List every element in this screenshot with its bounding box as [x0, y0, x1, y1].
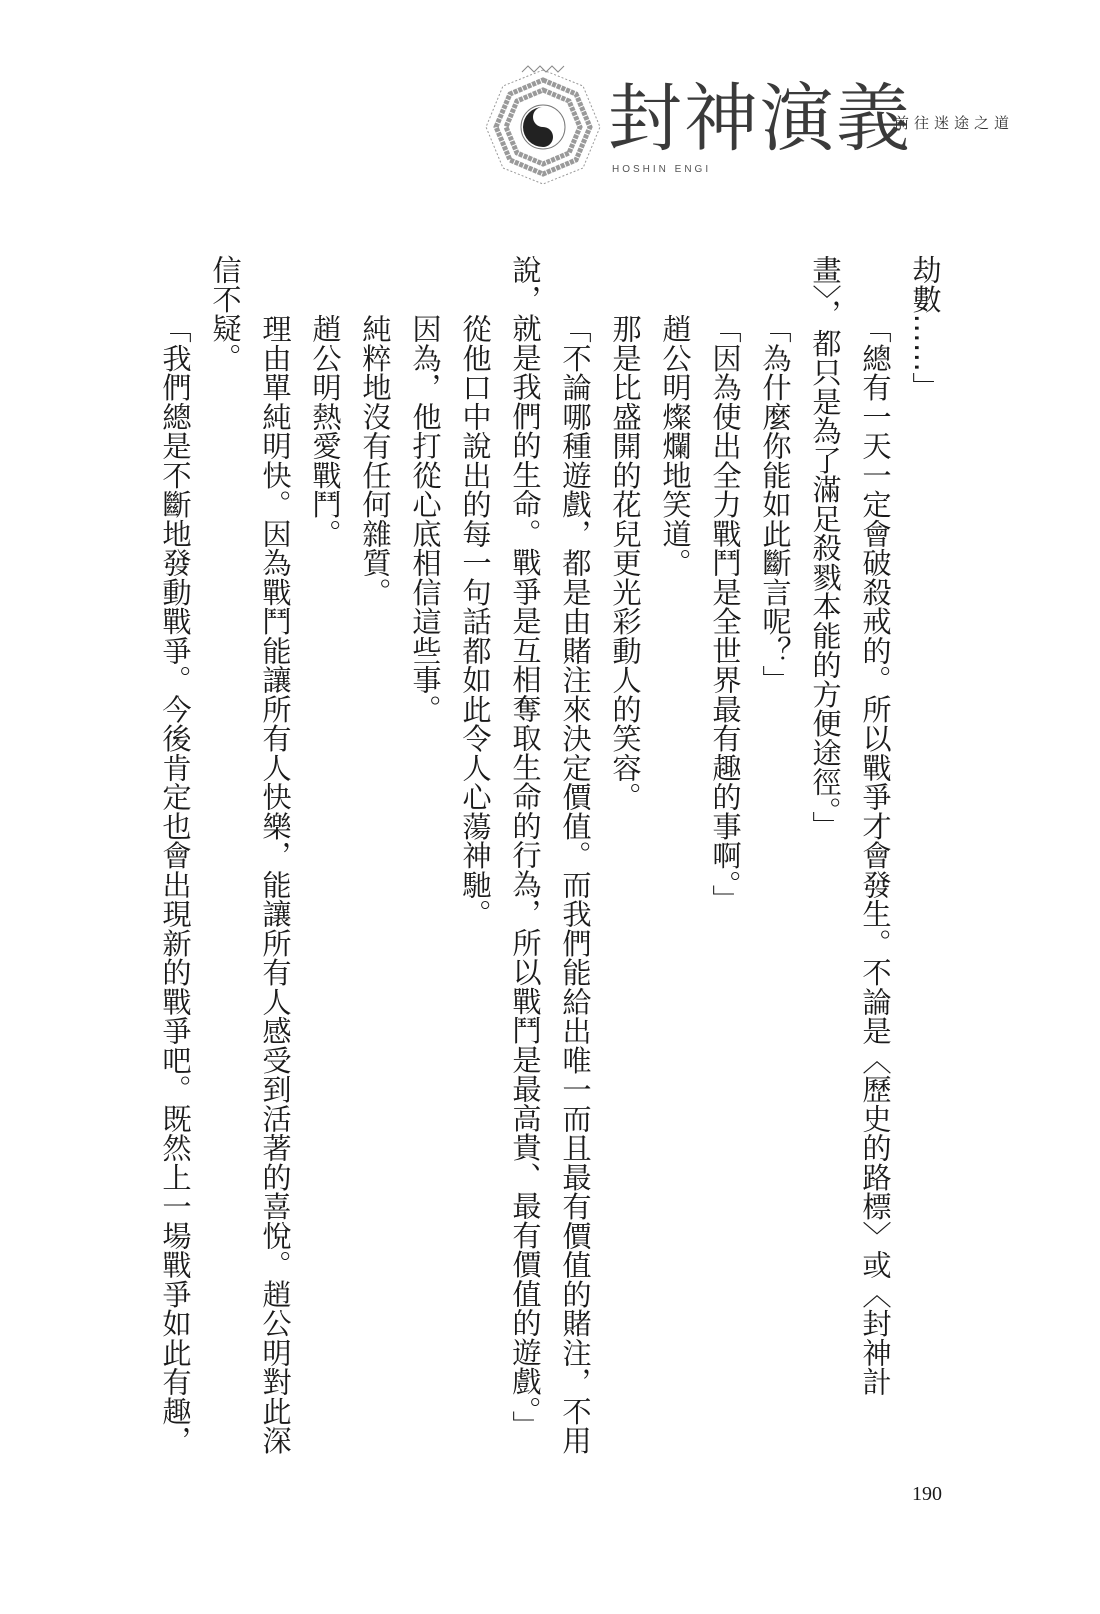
- bagua-yin-yang-logo: [478, 62, 608, 192]
- book-subtitle: 前往迷途之道: [894, 114, 1015, 132]
- text-column: 理由單純明快。因為戰鬥能讓所有人快樂，能讓所有人感受到活著的喜悅。趙公明對此深: [258, 313, 292, 1455]
- text-column: 「因為使出全力戰鬥是全世界最有趣的事啊。」: [708, 313, 742, 914]
- text-column: 「為什麼你能如此斷言呢？」: [758, 313, 792, 694]
- text-column: 信不疑。: [208, 255, 242, 372]
- text-column: 那是比盛開的花兒更光彩動人的笑容。: [608, 313, 642, 811]
- book-title-romaji: HOSHIN ENGI: [612, 164, 712, 175]
- page-number: 190: [912, 1483, 942, 1505]
- text-column: 畫〉，都只是為了滿足殺戮本能的方便途徑。」: [808, 255, 842, 840]
- text-column: 從他口中說出的每一句話都如此令人心蕩神馳。: [458, 313, 492, 928]
- text-column: 劫數……」: [908, 255, 942, 402]
- text-column: 「我們總是不斷地發動戰爭。今後肯定也會出現新的戰爭吧。既然上一場戰爭如此有趣，: [158, 313, 192, 1455]
- text-column: 趙公明燦爛地笑道。: [658, 313, 692, 577]
- vertical-text-body: [150, 255, 950, 1455]
- text-column: 因為，他打從心底相信這些事。: [408, 313, 442, 723]
- text-column: 「總有一天一定會破殺戒的。所以戰爭才會發生。不論是〈歷史的路標〉或〈封神計: [858, 313, 892, 1396]
- book-header: [478, 62, 1078, 202]
- book-title: 封神演義: [608, 76, 912, 162]
- text-column: 說，就是我們的生命。戰爭是互相奪取生命的行為，所以戰鬥是最高貴、最有價值的遊戲。」: [508, 255, 542, 1440]
- text-column: 「不論哪種遊戲，都是由賭注來決定價值。而我們能給出唯一而且最有價值的賭注，不用: [558, 313, 592, 1455]
- text-column: 純粹地沒有任何雜質。: [358, 313, 392, 606]
- text-column: 趙公明熱愛戰鬥。: [308, 313, 342, 548]
